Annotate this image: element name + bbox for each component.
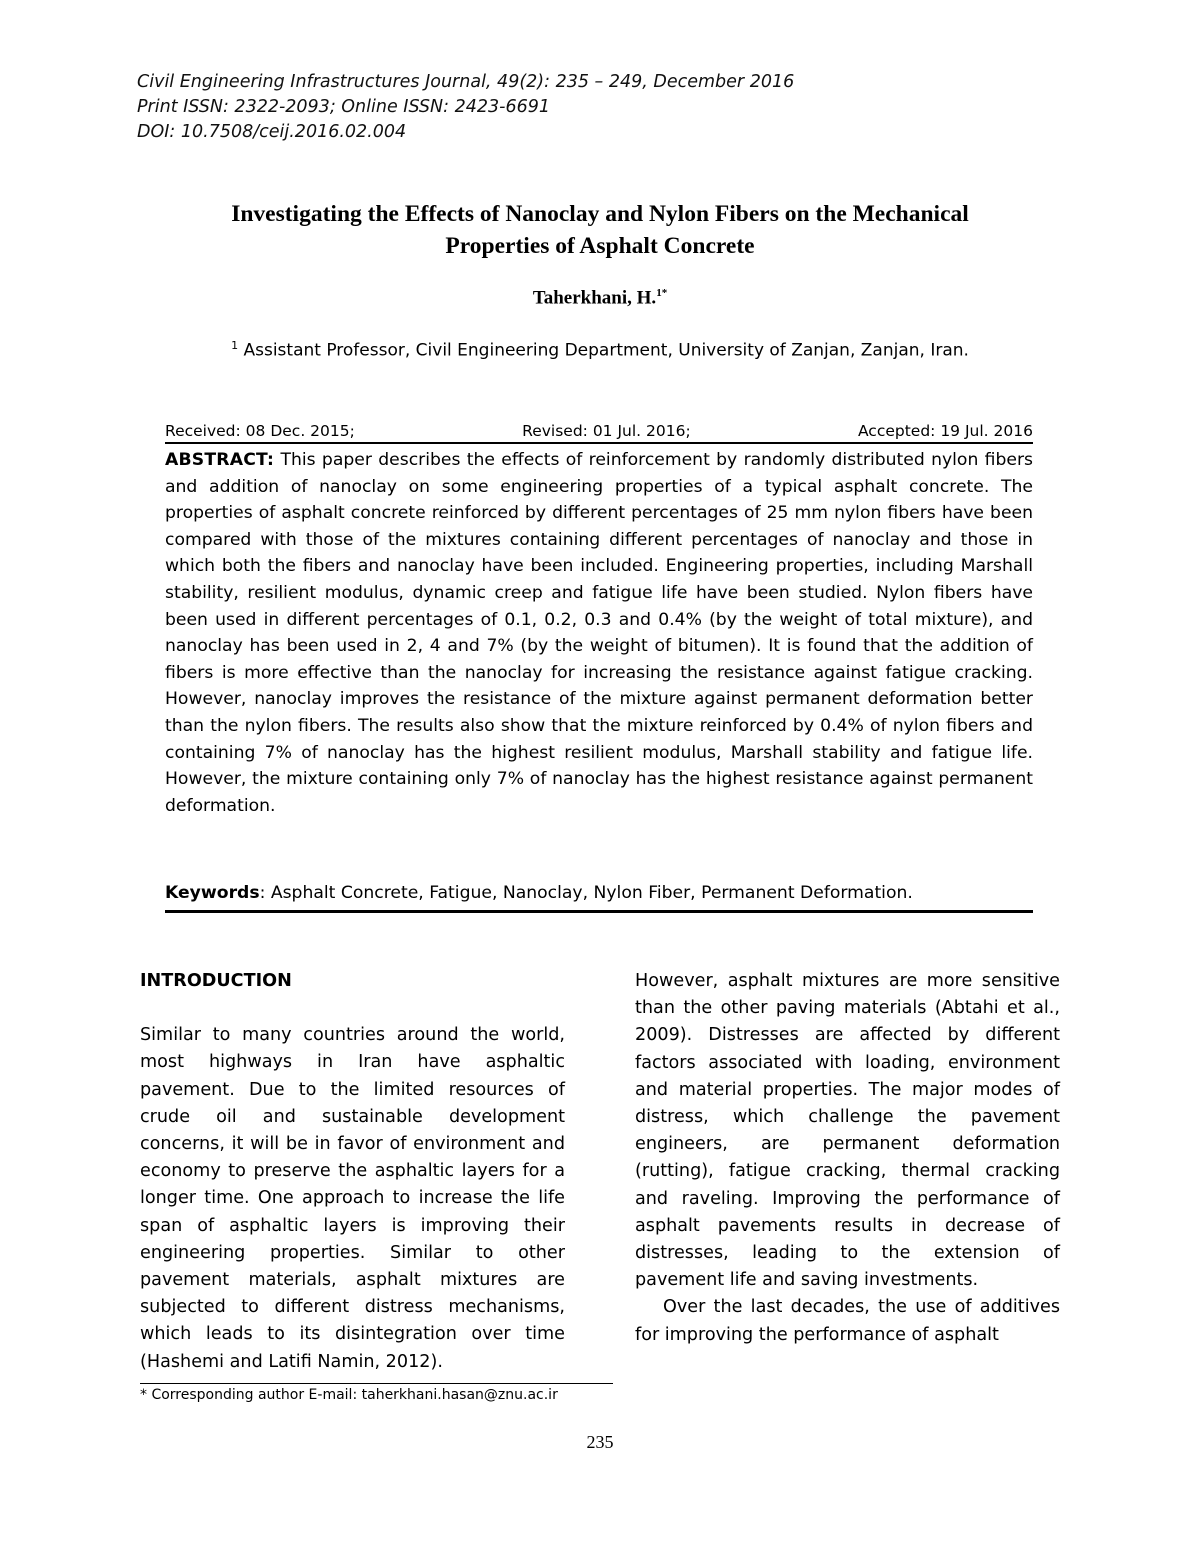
paper-title [140, 198, 1060, 262]
revised-date: Revised: 01 Jul. 2016; [522, 422, 691, 440]
accepted-date: Accepted: 19 Jul. 2016 [857, 422, 1033, 440]
intro-paragraph-2: Over the last decades, the use of additives for improving the performance of asphalt [635, 1297, 1060, 1345]
affiliation-mark: 1 [231, 339, 239, 352]
abstract-label: ABSTRACT: [165, 450, 275, 470]
doi-line: DOI: 10.7508/ceij.2016.02.004 [137, 122, 407, 142]
intro-paragraph-continued: However, asphalt mixtures are more sensitive than the other paving materials (Abtahi et al., 2009). Distresses are affected by different factors associated with loading, environment and material properties. The major modes of distress, which challenge the pavement engineers, are permanent deformation (rutting), fatigue cracking, thermal cracking and raveling. Improving the performance of asphalt pavements results in decrease of distresses, leading to the extension of pavement life and saving investments. [635, 971, 1060, 1291]
submission-dates [165, 422, 1033, 444]
affiliation [140, 339, 1060, 361]
issn-line: Print ISSN: 2322-2093; Online ISSN: 2423-6691 [137, 97, 550, 117]
footnote-label: * Corresponding author E-mail: [140, 1387, 358, 1403]
abstract-text: This paper describes the effects of reinforcement by randomly distributed nylon fibers and addition of nanoclay on some engineering properties of a typical asphalt concrete. The properties of asphalt concrete reinforced by different percentages of 25 mm nylon fibers have been compared with those of the mixtures containing different percentages of nanoclay and those in which both the fibers and nanoclay have been included. Engineering properties, including Marshall stability, resilient modulus, dynamic creep and fatigue life have been studied. Nylon fibers have been used in different percentages of 0.1, 0.2, 0.3 and 0.4% (by the weight of total mixture), and nanoclay has been used in 2, 4 and 7% (by the weight of bitumen). It is found that the addition of fibers is more effective than the nanoclay for increasing the resistance against fatigue cracking. However, nanoclay improves the resistance of the mixture against permanent deformation better than the nylon fibers. The results also show that the mixture reinforced by 0.4% of nylon fibers and containing 7% of nanoclay has the highest resilient modulus, Marshall stability and fatigue life. However, the mixture containing only 7% of nanoclay has the highest resistance against permanent deformation. [165, 450, 1034, 816]
left-column [140, 968, 565, 1376]
footnote-email[interactable]: taherkhani.hasan@znu.ac.ir [361, 1387, 558, 1403]
keywords [165, 880, 1033, 913]
title-line-1: Investigating the Effects of Nanoclay and Nylon Fibers on the Mechanical [231, 201, 969, 227]
section-heading-introduction: INTRODUCTION [140, 971, 292, 991]
author-name: Taherkhani, H. [532, 287, 657, 309]
page-number: 235 [586, 1432, 614, 1452]
title-line-2: Properties of Asphalt Concrete [445, 233, 755, 259]
keywords-text: : Asphalt Concrete, Fatigue, Nanoclay, Nylon Fiber, Permanent Deformation. [259, 883, 913, 903]
intro-paragraph-1: Similar to many countries around the world, most highways in Iran have asphaltic pavement. Due to the limited resources of crude oil and sustainable development concerns, it will be in favor of environment and economy to preserve the asphaltic layers for a longer time. One approach to increase the life span of asphaltic layers is improving their engineering properties. Similar to other pavement materials, asphalt mixtures are subjected to different distress mechanisms, which leads to its disintegration over time (Hashemi and Latifi Namin, 2012). [140, 1025, 565, 1372]
journal-citation: Civil Engineering Infrastructures Journal, 49(2): 235 – 249, December 2016 [137, 72, 795, 92]
abstract [165, 447, 1033, 819]
author [140, 287, 1060, 309]
right-column [635, 968, 1060, 1349]
footnote-divider [140, 1383, 613, 1384]
received-date: Received: 08 Dec. 2015; [165, 422, 355, 440]
footnote [140, 1387, 558, 1403]
journal-header [137, 70, 794, 145]
affiliation-text: Assistant Professor, Civil Engineering Department, University of Zanjan, Zanjan, Iran. [243, 340, 969, 361]
keywords-label: Keywords [165, 883, 260, 903]
author-mark: 1* [656, 287, 668, 299]
